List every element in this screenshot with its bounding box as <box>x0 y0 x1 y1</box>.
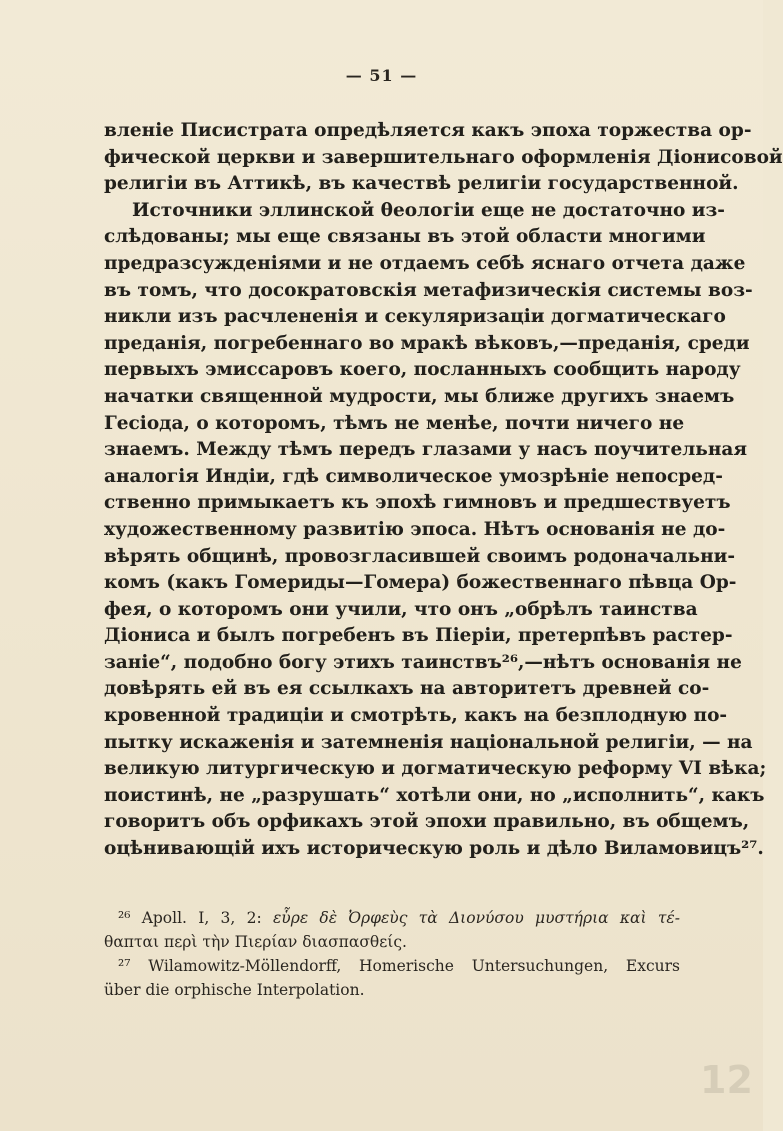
text-line: художественному развитію эпоса. Нѣтъ основанія не до- <box>104 518 726 540</box>
text-line: начатки священной мудрости, мы ближе другихъ знаемъ <box>104 385 735 407</box>
text-line: великую литургическую и догматическую реформу VI вѣка; <box>104 758 767 780</box>
text-line: слѣдованы; мы еще связаны въ этой области многими <box>104 226 706 248</box>
text-line: заніе“, подобно богу этихъ таинствъ²⁶,—нѣтъ основанія не <box>104 651 742 673</box>
text-line: знаемъ. Между тѣмъ передъ глазами у насъ поучительная <box>104 439 748 461</box>
text-line: комъ (какъ Гомериды—Гомера) божественнаго пѣвца Ор- <box>104 572 737 594</box>
text-line: религіи въ Аттикѣ, въ качествѣ религіи государственной. <box>104 173 739 195</box>
text-line: въ томъ, что досократовскія метафизическія системы воз- <box>104 279 753 301</box>
footnote-27-line-1: ²⁷ Wilamowitz-Möllendorff, Homerische Untersuchungen, Excurs <box>118 957 680 975</box>
text-line: фической церкви и завершительнаго оформленія Діонисовой <box>104 146 783 168</box>
text-line: говоритъ объ орфикахъ этой эпохи правильно, въ общемъ, <box>104 811 750 833</box>
text-line: Діониса и былъ погребенъ въ Піеріи, претерпѣвъ растер- <box>104 625 733 647</box>
text-line: фея, о которомъ они учили, что онъ „обрѣлъ таинства <box>104 598 698 620</box>
footnotes <box>104 906 680 1002</box>
text-line: ственно примыкаетъ къ эпохѣ гимновъ и предшествуетъ <box>104 492 731 514</box>
text-line: вѣрять общинѣ, провозгласившей своимъ родоначальни- <box>104 545 736 567</box>
page-number: — 51 — <box>345 66 418 85</box>
text-line: первыхъ эмиссаровъ коего, посланныхъ сообщить народу <box>104 359 741 381</box>
text-line: предразсужденіями и не отдаемъ себѣ яснаго отчета даже <box>104 252 746 274</box>
footnote-27-line-2: über die orphische Interpolation. <box>104 981 365 999</box>
footnote-26-line-1 <box>104 906 680 930</box>
text-line: поистинѣ, не „разрушать“ хотѣли они, но „исполнить“, какъ <box>104 784 765 806</box>
footnote-26-quote: εὗρε δὲ Ὀρφεὺς τὰ Διονύσου μυστήρια καὶ τέ- <box>272 909 680 927</box>
text-line: вленіе Писистрата опредѣляется какъ эпоха торжества ор- <box>104 120 752 141</box>
body-text <box>104 118 783 863</box>
text-line: довѣрять ей въ ея ссылкахъ на авторитетъ древней со- <box>104 678 710 700</box>
text-line: кровенной традиціи и смотрѣть, какъ на безплодную по- <box>104 705 728 727</box>
footnote-26-line-2: θαπται περὶ τὴν Πιερίαν διασπασθείς. <box>104 933 407 951</box>
text-line: аналогія Индіи, гдѣ символическое умозрѣніе непосред- <box>104 465 723 487</box>
text-line: преданія, погребеннаго во мракѣ вѣковъ,—преданія, среди <box>104 332 750 354</box>
text-line: Гесіода, о которомъ, тѣмъ не менѣе, почти ничего не <box>104 412 685 434</box>
text-line: оцѣнивающій ихъ историческую роль и дѣло Виламовицъ²⁷. <box>104 838 764 860</box>
margin-pencil-mark: 12 <box>700 1058 753 1102</box>
text-line: Источники эллинской θеологіи еще не достаточно из- <box>132 199 725 221</box>
footnote-26-reference: ²⁶ Apoll. I, 3, 2: <box>118 909 273 927</box>
text-line: никли изъ расчлененія и секуляризаціи догматическаго <box>104 306 726 328</box>
text-line: пытку искаженія и затемненія національной религіи, — на <box>104 731 753 753</box>
